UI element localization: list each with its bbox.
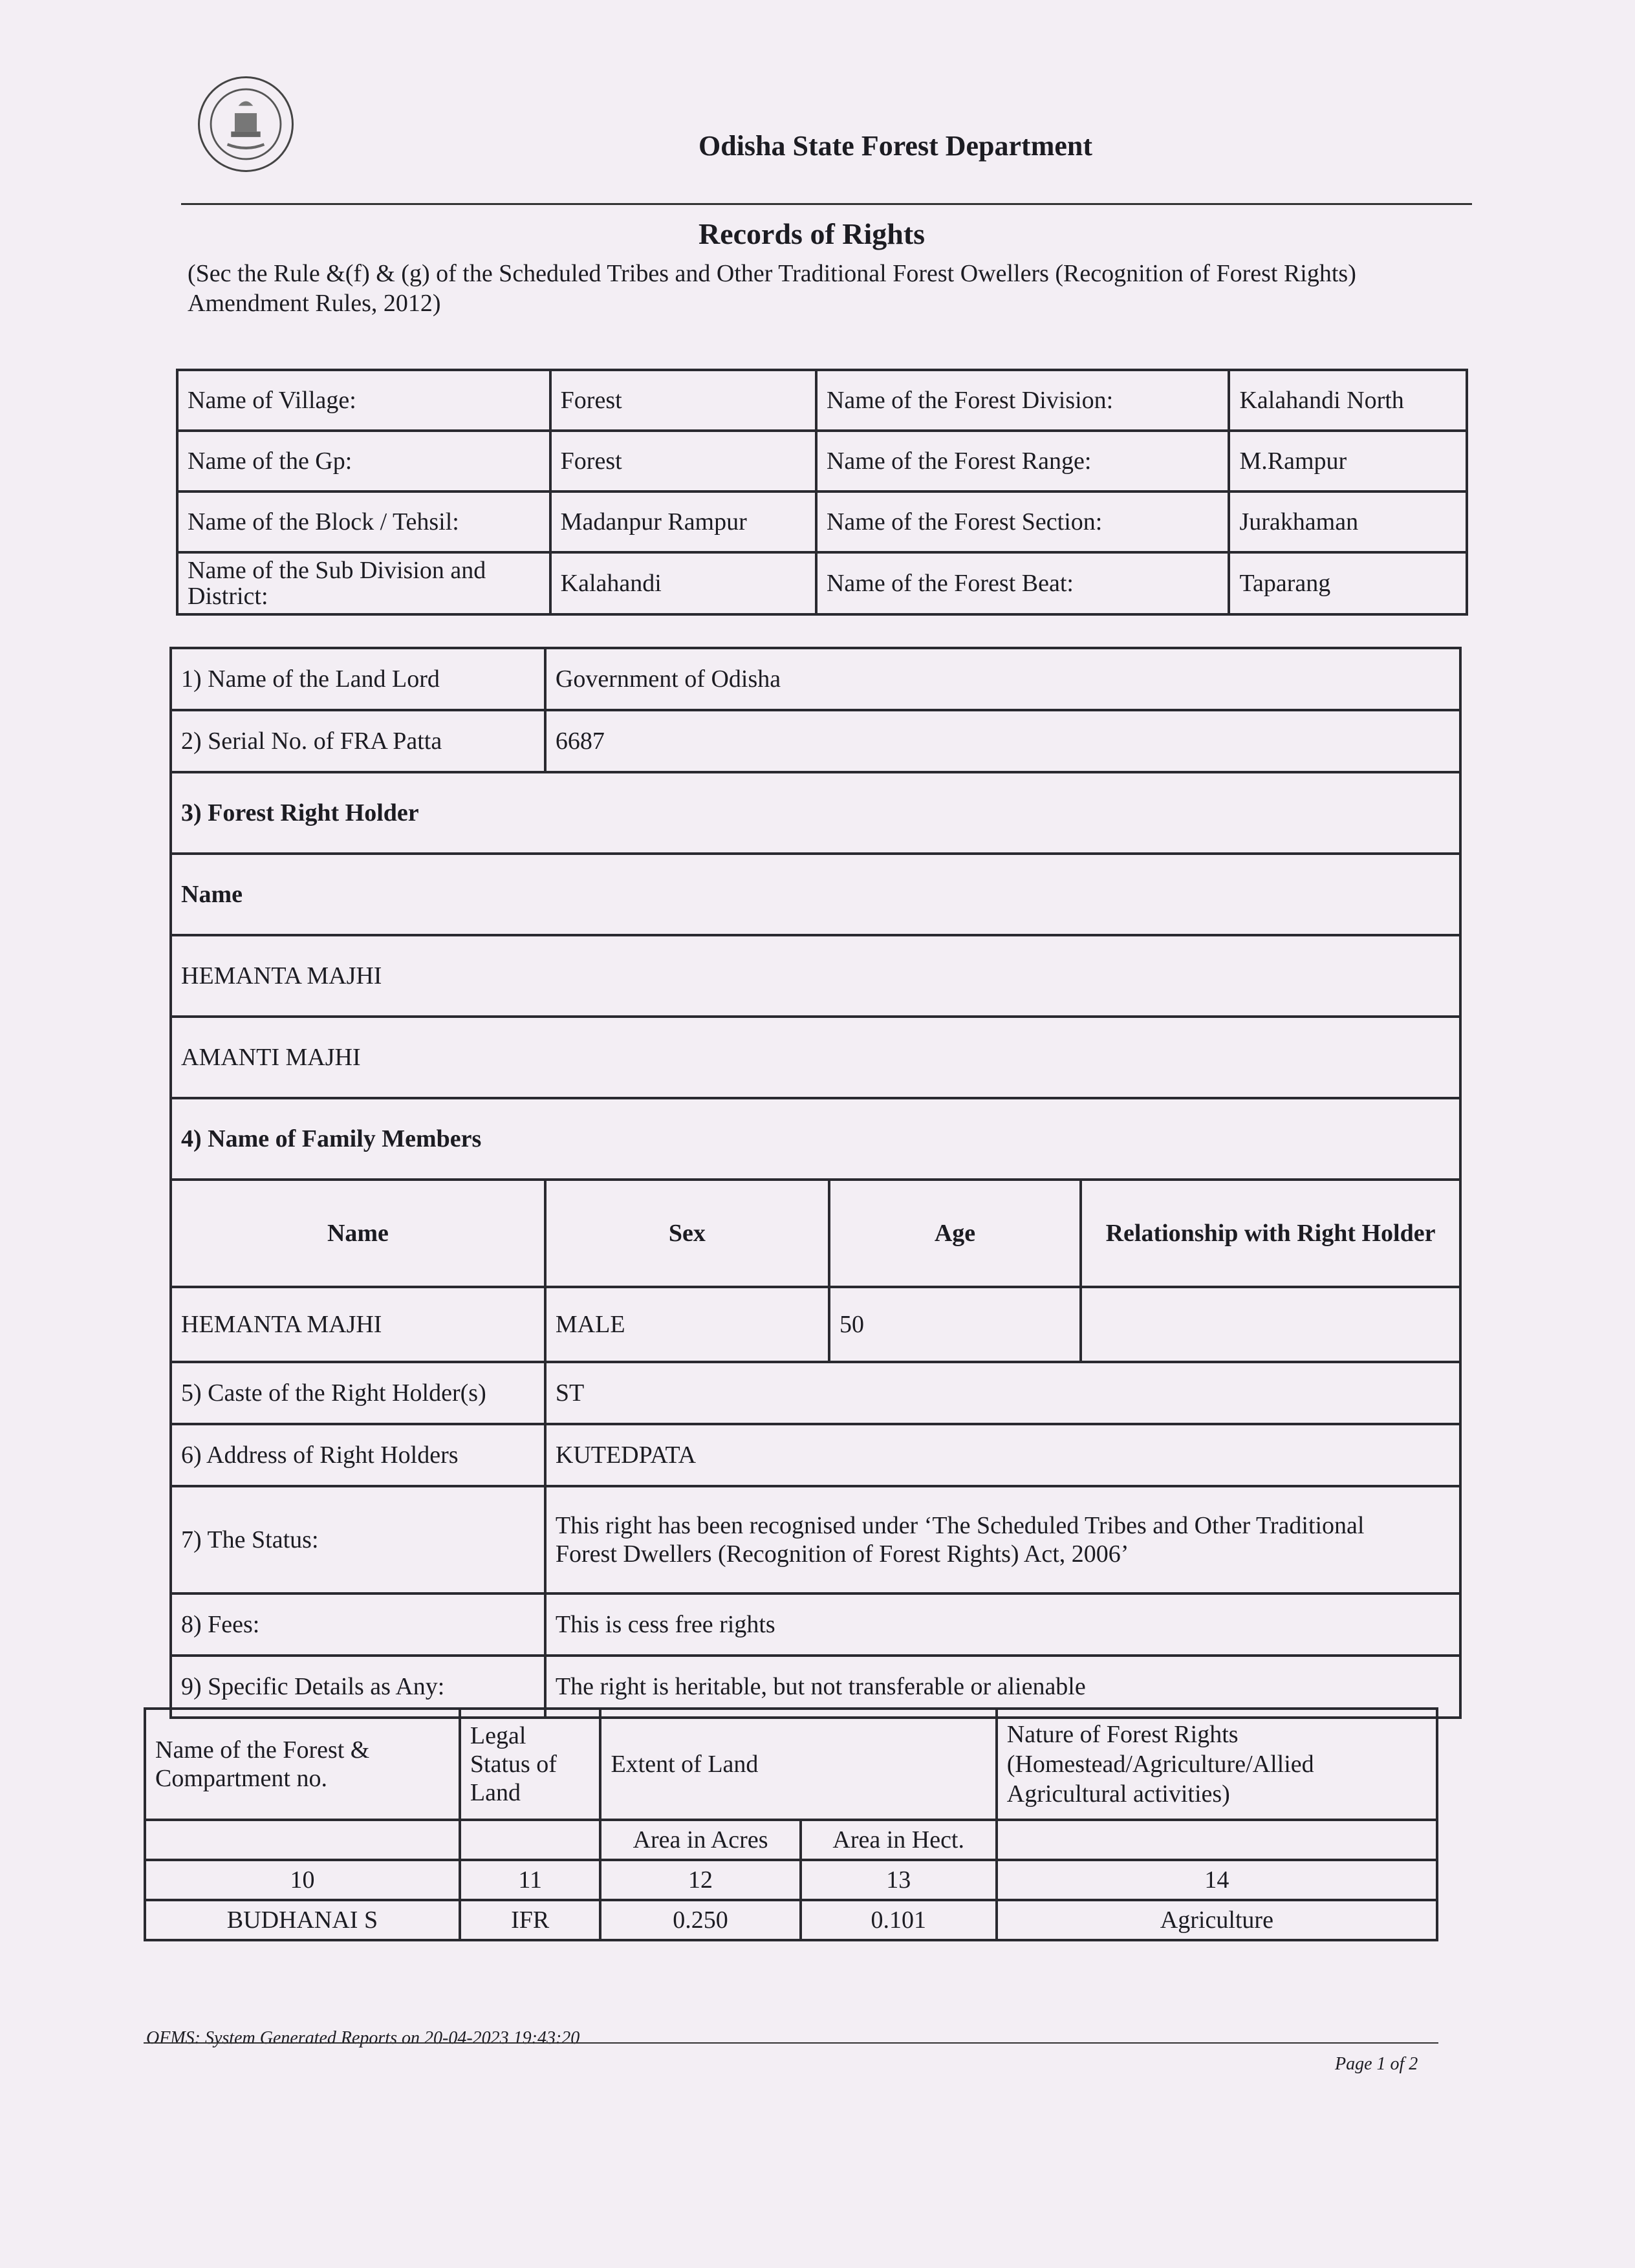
land-legal-status: IFR — [460, 1900, 601, 1940]
land-table — [144, 1707, 1438, 1941]
fees-value: This is cess free rights — [545, 1593, 1460, 1656]
table-row — [171, 1098, 1460, 1180]
table-row — [171, 772, 1460, 854]
land-nature: Agriculture — [997, 1900, 1437, 1940]
footer-divider — [144, 2042, 1438, 2044]
table-row — [171, 854, 1460, 935]
landlord-value: Government of Odisha — [545, 648, 1460, 710]
status-label: 7) The Status: — [171, 1486, 545, 1593]
family-member-relationship — [1081, 1287, 1460, 1362]
odisha-emblem-seal-icon — [198, 76, 294, 172]
village-label: Name of Village: — [177, 370, 550, 431]
land-col-compartment: Name of the Forest & Compartment no. — [145, 1709, 460, 1820]
table-row — [177, 370, 1467, 431]
land-col-nature: Nature of Forest Rights (Homestead/Agriculture/Allied Agricultural activities) — [997, 1709, 1437, 1820]
land-col-number: 14 — [997, 1860, 1437, 1900]
land-acres: 0.250 — [600, 1900, 800, 1940]
address-label: 6) Address of Right Holders — [171, 1424, 545, 1486]
range-value: M.Rampur — [1229, 431, 1467, 491]
department-title: Odisha State Forest Department — [698, 130, 1092, 162]
table-row — [145, 1820, 1437, 1860]
caste-label: 5) Caste of the Right Holder(s) — [171, 1362, 545, 1424]
land-col-number: 12 — [600, 1860, 800, 1900]
table-row — [171, 935, 1460, 1017]
specific-label: 9) Specific Details as Any: — [171, 1656, 545, 1718]
land-col-acres: Area in Acres — [600, 1820, 800, 1860]
serial-value: 6687 — [545, 710, 1460, 772]
family-member-age: 50 — [829, 1287, 1081, 1362]
land-col-hect: Area in Hect. — [801, 1820, 997, 1860]
table-row — [171, 1486, 1460, 1593]
family-member-sex: MALE — [545, 1287, 829, 1362]
document-title: Records of Rights — [698, 217, 926, 250]
table-row — [171, 1180, 1460, 1287]
fees-label: 8) Fees: — [171, 1593, 545, 1656]
table-row — [145, 1709, 1437, 1820]
table-row — [171, 1593, 1460, 1656]
land-subheader-blank — [460, 1820, 601, 1860]
caste-value: ST — [545, 1362, 1460, 1424]
range-label: Name of the Forest Range: — [816, 431, 1229, 491]
holder-name-heading: Name — [171, 854, 1460, 935]
header-divider — [181, 203, 1472, 205]
land-col-number: 10 — [145, 1860, 460, 1900]
village-value: Forest — [550, 370, 816, 431]
family-member-name: HEMANTA MAJHI — [171, 1287, 545, 1362]
table-row — [171, 1362, 1460, 1424]
subdivision-label: Name of the Sub Division and District: — [177, 552, 550, 614]
status-value — [545, 1486, 1460, 1593]
block-value: Madanpur Rampur — [550, 491, 816, 552]
land-hect: 0.101 — [801, 1900, 997, 1940]
section-label: Name of the Forest Section: — [816, 491, 1229, 552]
beat-label: Name of the Forest Beat: — [816, 552, 1229, 614]
table-row — [171, 1287, 1460, 1362]
generated-timestamp: OFMS: System Generated Reports on 20-04-2023 19:43:20 — [146, 2028, 580, 2048]
holder-name: AMANTI MAJHI — [171, 1017, 1460, 1098]
status-line: Forest Dwellers (Recognition of Forest Rights) Act, 2006’ — [555, 1540, 1129, 1568]
status-line: This right has been recognised under ‘The Scheduled Tribes and Other Traditional — [555, 1512, 1365, 1539]
table-row — [171, 710, 1460, 772]
family-col-sex: Sex — [545, 1180, 829, 1287]
division-label: Name of the Forest Division: — [816, 370, 1229, 431]
family-section-heading: 4) Name of Family Members — [171, 1098, 1460, 1180]
holder-section-heading: 3) Forest Right Holder — [171, 772, 1460, 854]
land-subheader-blank — [145, 1820, 460, 1860]
land-col-extent: Extent of Land — [600, 1709, 996, 1820]
land-col-legal: Legal Status of Land — [460, 1709, 601, 1820]
gp-value: Forest — [550, 431, 816, 491]
serial-label: 2) Serial No. of FRA Patta — [171, 710, 545, 772]
location-table — [176, 369, 1468, 616]
landlord-label: 1) Name of the Land Lord — [171, 648, 545, 710]
page-number: Page 1 of 2 — [1335, 2054, 1418, 2074]
table-row — [177, 431, 1467, 491]
beat-value: Taparang — [1229, 552, 1467, 614]
table-row — [145, 1860, 1437, 1900]
land-compartment: BUDHANAI S — [145, 1900, 460, 1940]
holder-name: HEMANTA MAJHI — [171, 935, 1460, 1017]
specific-value: The right is heritable, but not transferable or alienable — [545, 1656, 1460, 1718]
family-col-name: Name — [171, 1180, 545, 1287]
table-row — [171, 1424, 1460, 1486]
division-value: Kalahandi North — [1229, 370, 1467, 431]
subdivision-value: Kalahandi — [550, 552, 816, 614]
address-value: KUTEDPATA — [545, 1424, 1460, 1486]
block-label: Name of the Block / Tehsil: — [177, 491, 550, 552]
table-row — [171, 648, 1460, 710]
gp-label: Name of the Gp: — [177, 431, 550, 491]
family-col-age: Age — [829, 1180, 1081, 1287]
family-col-relationship: Relationship with Right Holder — [1081, 1180, 1460, 1287]
land-col-number: 13 — [801, 1860, 997, 1900]
table-row — [177, 552, 1467, 614]
land-col-number: 11 — [460, 1860, 601, 1900]
table-row — [145, 1900, 1437, 1940]
rights-details-table — [169, 647, 1462, 1719]
land-subheader-blank — [997, 1820, 1437, 1860]
table-row — [171, 1017, 1460, 1098]
table-row — [177, 491, 1467, 552]
section-value: Jurakhaman — [1229, 491, 1467, 552]
document-subtitle: (Sec the Rule &(f) & (g) of the Scheduled Tribes and Other Traditional Forest Owellers (Recognition of Forest Rights) Amendment Rules, 2012) — [188, 260, 1356, 317]
